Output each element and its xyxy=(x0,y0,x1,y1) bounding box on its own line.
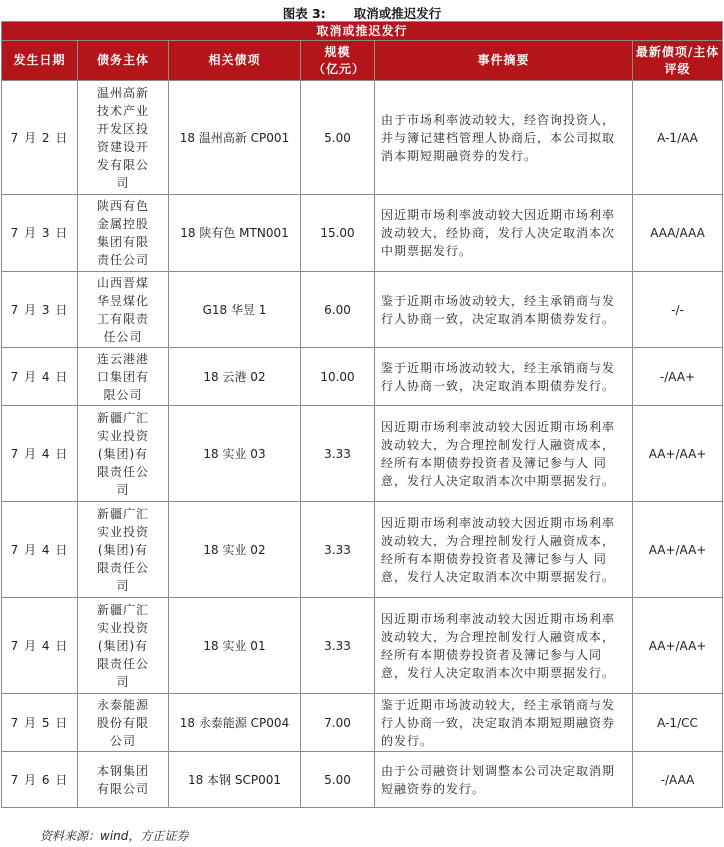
cell-summary: 因近期市场利率波动较大因近期市场利率波动较大，为合理控制发行人融资成本，经所有本期债券投资者及簿记参与人 同意，发行人决定取消本次中期票据发行。 xyxy=(375,406,633,502)
cell-summary: 因近期市场利率波动较大因近期市场利率波动较大，为合理控制发行人融资成本，经所有本期债券投资者及簿记参与人同意，发行人决定取消本次中期票据发行。 xyxy=(375,598,633,694)
cell-rating: A-1/AA xyxy=(633,81,723,195)
cell-scale: 3.33 xyxy=(301,502,375,598)
cell-date: 7 月 4 日 xyxy=(2,502,78,598)
cell-rating: -/AA+ xyxy=(633,348,723,406)
figure-title-text: 取消或推迟发行 xyxy=(353,6,442,21)
cell-entity: 山西晋煤华昱煤化工有限责任公司 xyxy=(78,272,169,348)
cell-entity: 陕西有色金属控股集团有限责任公司 xyxy=(78,195,169,272)
figure-title xyxy=(0,4,724,22)
cell-entity: 本钢集团有限公司 xyxy=(78,752,169,808)
cell-summary: 鉴于近期市场波动较大，经主承销商与发行人协商一致，决定取消本期债券发行。 xyxy=(375,272,633,348)
table-row xyxy=(2,694,723,752)
cell-rating: AAA/AAA xyxy=(633,195,723,272)
cell-bond: 18 实业 03 xyxy=(169,406,301,502)
table-row xyxy=(2,598,723,694)
cell-date: 7 月 6 日 xyxy=(2,752,78,808)
cell-scale: 3.33 xyxy=(301,406,375,502)
cell-date: 7 月 4 日 xyxy=(2,598,78,694)
col-header-scale: 规模（亿元） xyxy=(301,41,375,81)
table-row xyxy=(2,272,723,348)
cell-bond: 18 实业 01 xyxy=(169,598,301,694)
col-header-summary: 事件摘要 xyxy=(375,41,633,81)
cell-summary: 鉴于近期市场波动较大，经主承销商与发行人协商一致，决定取消本期债券发行。 xyxy=(375,348,633,406)
table-row xyxy=(2,406,723,502)
cell-date: 7 月 4 日 xyxy=(2,406,78,502)
cell-bond: 18 实业 02 xyxy=(169,502,301,598)
col-header-date: 发生日期 xyxy=(2,41,78,81)
col-header-entity: 债务主体 xyxy=(78,41,169,81)
cell-summary: 由于公司融资计划调整本公司决定取消期短融资券的发行。 xyxy=(375,752,633,808)
cell-entity: 永泰能源股份有限公司 xyxy=(78,694,169,752)
table-row xyxy=(2,195,723,272)
cell-date: 7 月 2 日 xyxy=(2,81,78,195)
cell-bond: G18 华昱 1 xyxy=(169,272,301,348)
cell-summary: 由于市场利率波动较大，经咨询投资人，并与簿记建档管理人协商后，本公司拟取消本期短期融资券的发行。 xyxy=(375,81,633,195)
cell-date: 7 月 5 日 xyxy=(2,694,78,752)
cell-summary: 因近期市场利率波动较大因近期市场利率波动较大，经协商，发行人决定取消本次中期票据发行。 xyxy=(375,195,633,272)
cell-entity: 温州高新技术产业开发区投资建设开发有限公司 xyxy=(78,81,169,195)
cell-bond: 18 陕有色 MTN001 xyxy=(169,195,301,272)
table-header-row xyxy=(2,41,723,81)
cell-bond: 18 云港 02 xyxy=(169,348,301,406)
table-caption-row xyxy=(2,22,723,41)
cell-bond: 18 本钢 SCP001 xyxy=(169,752,301,808)
cell-entity: 新疆广汇实业投资(集团)有限责任公司 xyxy=(78,502,169,598)
cell-rating: AA+/AA+ xyxy=(633,598,723,694)
source-note: 资料来源：wind，方正证券 xyxy=(40,829,189,843)
cell-summary: 因近期市场利率波动较大因近期市场利率波动较大，为合理控制发行人融资成本，经所有本期债券投资者及簿记参与人 同意，发行人决定取消本次中期票据发行。 xyxy=(375,502,633,598)
cell-date: 7 月 3 日 xyxy=(2,195,78,272)
col-header-bond: 相关债项 xyxy=(169,41,301,81)
cell-rating: AA+/AA+ xyxy=(633,406,723,502)
cell-rating: -/- xyxy=(633,272,723,348)
cell-rating: -/AAA xyxy=(633,752,723,808)
cell-scale: 7.00 xyxy=(301,694,375,752)
cell-bond: 18 温州高新 CP001 xyxy=(169,81,301,195)
cell-scale: 10.00 xyxy=(301,348,375,406)
table-row xyxy=(2,752,723,808)
cell-entity: 新疆广汇实业投资(集团)有限责任公司 xyxy=(78,598,169,694)
cell-date: 7 月 3 日 xyxy=(2,272,78,348)
figure-label: 图表 3: xyxy=(282,6,326,21)
col-header-rating: 最新债项/主体评级 xyxy=(633,41,723,81)
cell-scale: 6.00 xyxy=(301,272,375,348)
events-table xyxy=(1,21,723,808)
cell-entity: 连云港港口集团有限公司 xyxy=(78,348,169,406)
cell-bond: 18 永泰能源 CP004 xyxy=(169,694,301,752)
table-caption: 取消或推迟发行 xyxy=(2,22,723,41)
cell-rating: A-1/CC xyxy=(633,694,723,752)
cell-rating: AA+/AA+ xyxy=(633,502,723,598)
table-row xyxy=(2,348,723,406)
cell-scale: 5.00 xyxy=(301,752,375,808)
cell-entity: 新疆广汇实业投资(集团)有限责任公司 xyxy=(78,406,169,502)
table-row xyxy=(2,81,723,195)
cell-scale: 3.33 xyxy=(301,598,375,694)
cell-scale: 15.00 xyxy=(301,195,375,272)
table-row xyxy=(2,502,723,598)
cell-date: 7 月 4 日 xyxy=(2,348,78,406)
cell-summary: 鉴于近期市场波动较大，经主承销商与发行人协商一致，决定取消本期短期融资券的发行。 xyxy=(375,694,633,752)
cell-scale: 5.00 xyxy=(301,81,375,195)
